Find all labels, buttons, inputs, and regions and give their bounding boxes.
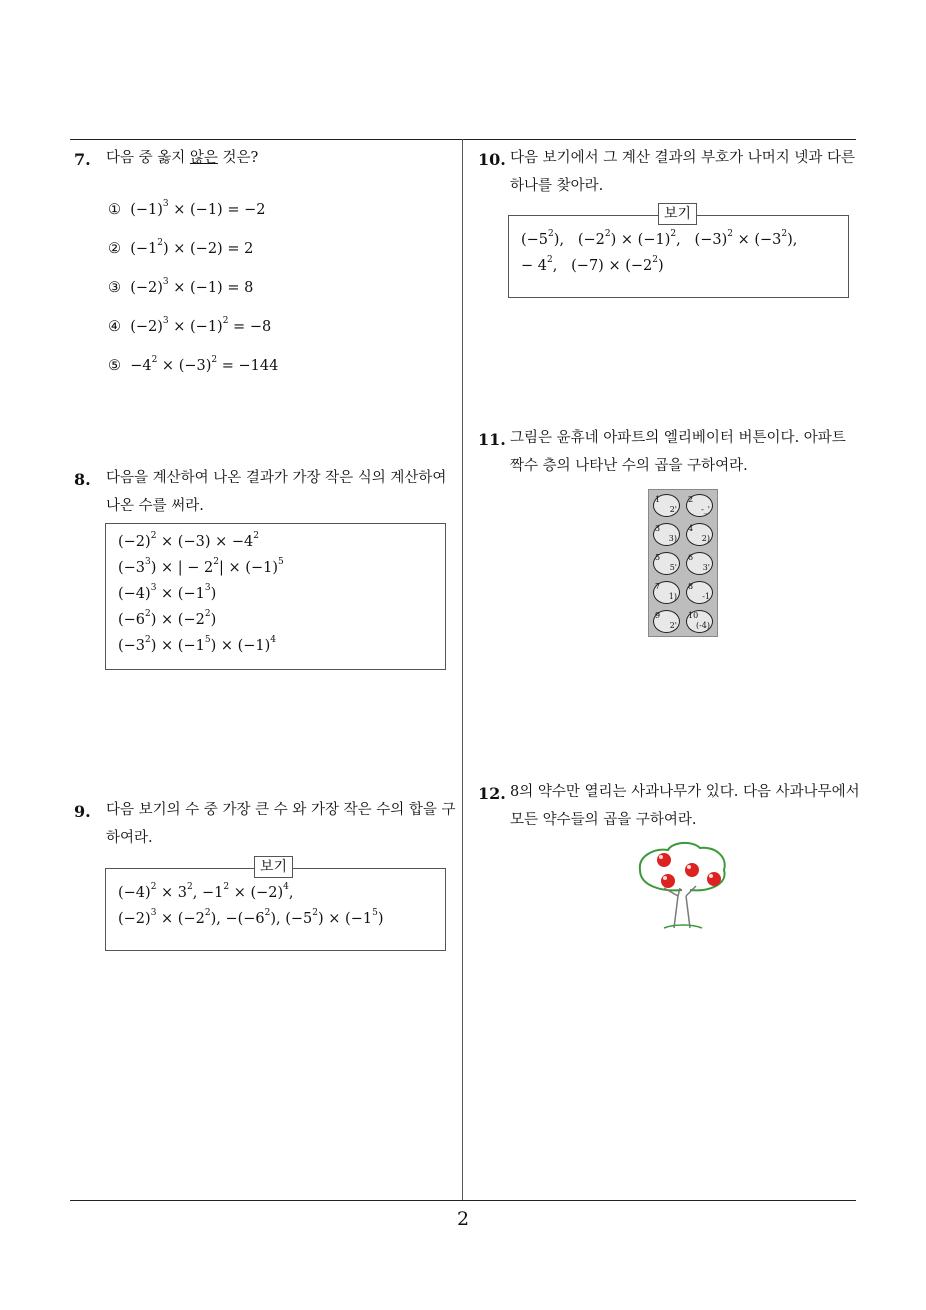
choice-mark: ⑤ (108, 358, 121, 374)
choice-4 (108, 316, 272, 335)
expression-line: $(-4)^3 \times (-1^3)$ (118, 583, 217, 602)
apple-tree-image (634, 840, 730, 932)
question-number: 7. (74, 150, 91, 169)
floor-label: 8 (688, 582, 694, 591)
choice-expression: $(-2)^3 \times (-1) = 8$ (130, 277, 254, 296)
choice-mark: ④ (108, 319, 121, 335)
question-number: 11. (478, 430, 506, 449)
elevator-button (653, 552, 680, 575)
top-rule (70, 139, 856, 140)
choice-mark: ① (108, 202, 121, 218)
expression-line: $(-2)^3 \times (-2^2)$, $-(-6^2)$, $(-5^2) \times (-1^5)$ (118, 908, 384, 927)
button-value: 2' (669, 621, 677, 630)
floor-label: 7 (655, 582, 661, 591)
example-box (508, 215, 849, 298)
expression-line: $(-6^2) \times (-2^2)$ (118, 609, 217, 628)
elevator-button (653, 523, 680, 546)
question-text: 그림은 윤휴네 아파트의 엘리베이터 버튼이다. 아파트 짝수 층의 나타난 수의 곱을 구하여라. (510, 430, 846, 474)
button-value: -1 (702, 592, 710, 601)
question-10 (478, 150, 863, 310)
choice-expression: $(-1^2) \times (-2) = 2$ (130, 238, 254, 257)
column-divider (462, 139, 463, 1201)
question-number: 12. (478, 784, 506, 803)
question-11 (478, 430, 863, 640)
question-text: 다음을 계산하여 나온 결과가 가장 작은 식의 계산하여 나온 수를 써라. (106, 470, 447, 514)
elevator-button (686, 494, 713, 517)
choice-1 (108, 199, 266, 218)
example-legend: 보기 (658, 203, 697, 225)
floor-label: 10 (688, 611, 699, 620)
question-8 (74, 470, 459, 680)
button-value: 2) (701, 534, 710, 543)
floor-label: 9 (655, 611, 661, 620)
floor-label: 4 (688, 524, 694, 533)
choice-expression: $-4^2 \times (-3)^2 = -144$ (130, 355, 279, 374)
question-text: 8의 약수만 열리는 사과나무가 있다. 다음 사과나무에서 모든 약수들의 곱을 구하여라. (510, 784, 860, 828)
question-number: 8. (74, 470, 91, 489)
expression-line: $(-3^2) \times (-1^5) \times (-1)^4$ (118, 635, 277, 654)
button-value: -_' (701, 505, 710, 514)
choice-expression: $(-2)^3 \times (-1)^2 = -8$ (130, 316, 272, 335)
button-value: 3' (702, 563, 710, 572)
choice-mark: ③ (108, 280, 121, 296)
elevator-button (653, 494, 680, 517)
question-9 (74, 802, 459, 962)
choice-5 (108, 355, 279, 374)
expression-line: $(-5^2)$, $(-2^2) \times (-1)^2$, $(-3)^2 \times (-3^2)$, (521, 229, 798, 248)
choice-mark: ② (108, 241, 121, 257)
choice-2 (108, 238, 254, 257)
question-text: 다음 보기에서 그 계산 결과의 부호가 나머지 넷과 다른 하나를 찾아라. (510, 150, 856, 194)
choice-3 (108, 277, 254, 296)
floor-label: 3 (655, 524, 661, 533)
question-number: 9. (74, 802, 91, 821)
elevator-button (686, 581, 713, 604)
elevator-button (686, 552, 713, 575)
choice-expression: $(-1)^3 \times (-1) = -2$ (130, 199, 266, 218)
floor-label: 5 (655, 553, 661, 562)
button-value: (-4) (695, 621, 710, 630)
question-number: 10. (478, 150, 506, 169)
button-value: 5' (669, 563, 677, 572)
question-text: 다음 중 옳지 않은 것은? (106, 150, 259, 166)
floor-label: 2 (688, 495, 694, 504)
floor-label: 6 (688, 553, 694, 562)
elevator-button (653, 610, 680, 633)
floor-label: 1 (655, 495, 661, 504)
button-value: 3) (668, 534, 677, 543)
elevator-button (686, 523, 713, 546)
example-box (105, 868, 446, 951)
expression-line: $(-4)^2 \times 3^2$, $-1^2 \times (-2)^4$, (118, 882, 294, 901)
elevator-button (653, 581, 680, 604)
bottom-rule (70, 1200, 856, 1201)
page-number: 2 (456, 1208, 470, 1230)
expression-line: $(-2)^2 \times (-3) \times -4^2$ (118, 531, 259, 550)
expression-line: $(-3^3)$ × | − $2^2| \times (-1)^5$ (118, 557, 284, 576)
button-value: 1) (668, 592, 677, 601)
elevator-button (686, 610, 713, 633)
expression-line: − $4^2$, $(-7) \times (-2^2)$ (521, 255, 664, 274)
question-7 (74, 150, 459, 390)
elevator-panel-image (648, 489, 718, 637)
question-text: 다음 보기의 수 중 가장 큰 수 와 가장 작은 수의 합을 구하여라. (106, 802, 456, 846)
button-value: 2' (669, 505, 677, 514)
question-12 (478, 784, 863, 944)
expression-box (105, 523, 446, 670)
example-legend: 보기 (254, 856, 293, 878)
